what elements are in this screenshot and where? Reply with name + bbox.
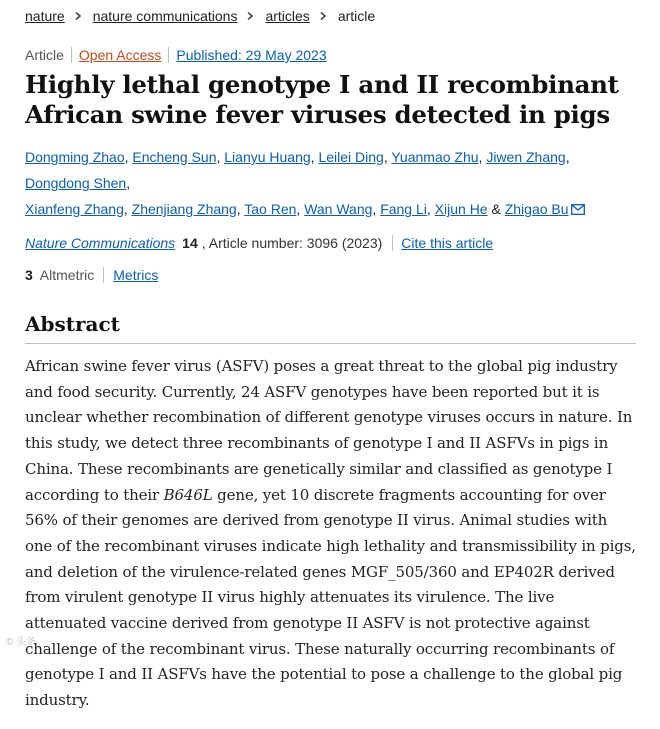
journal-info xyxy=(25,232,636,254)
altmetric-row xyxy=(25,264,636,286)
divider xyxy=(71,47,72,63)
divider xyxy=(392,235,393,251)
breadcrumb-current: article xyxy=(337,8,376,24)
author-link[interactable]: Leilei Ding xyxy=(318,149,384,165)
author-link[interactable]: Lianyu Huang xyxy=(224,149,311,165)
author-link[interactable]: Dongdong Shen xyxy=(25,175,127,191)
cite-article-link[interactable]: Cite this article xyxy=(401,235,494,251)
author-link[interactable]: Xijun He xyxy=(434,201,488,217)
article-type: Article xyxy=(25,47,64,63)
chevron-right-icon xyxy=(74,12,82,20)
open-access-link[interactable]: Open Access xyxy=(78,47,162,63)
author-link[interactable]: Zhenjiang Zhang xyxy=(131,201,237,217)
author-list: Dongming Zhao, Encheng Sun, Lianyu Huang, Leilei Ding, Yuanmao Zhu, Jiwen Zhang, Dongdong Shen, Xianfeng Zhang, Zhenjiang Zhang, Tao Ren, Wan Wang, Fang Li, Xijun He & Zhigao Bu xyxy=(25,144,636,222)
author-link[interactable]: Yuanmao Zhu xyxy=(391,149,479,165)
article-title: Highly lethal genotype I and II recombinant African swine fever viruses detected in pigs xyxy=(25,70,619,129)
journal-link[interactable]: Nature Communications xyxy=(25,235,176,251)
author-link[interactable]: Dongming Zhao xyxy=(25,149,125,165)
abstract-text-part: gene, yet 10 discrete fragments accounting for over 56% of their genomes are derived from genotype II virus. Animal studies with one of the recombinant viruses indicate high lethality and transmissibility in pigs, and deletion of the virulence-related genes MGF_505/360 and EP402R derived from virulent genotype II virus highly attenuates its virulence. The live attenuated vaccine derived from genotype II ASFV is not protective against challenge of the recombinant virus. These naturally occurring recombinants of genotype I and II ASFVs have the potential to pose a challenge to the global pig industry. xyxy=(25,485,636,710)
metrics-link[interactable]: Metrics xyxy=(113,267,159,283)
altmetric-count: 3 xyxy=(25,267,33,283)
article-number: , Article number: 3096 (2023) xyxy=(201,235,383,251)
journal-volume: 14 xyxy=(182,235,198,251)
author-link-corresponding[interactable]: Zhigao Bu xyxy=(504,201,569,217)
altmetric-label: Altmetric xyxy=(39,267,95,283)
chevron-right-icon xyxy=(246,12,254,20)
article-page xyxy=(25,0,636,729)
abstract-heading: Abstract xyxy=(25,312,636,344)
author-conjunction: & xyxy=(491,201,501,217)
breadcrumb-link-nature[interactable]: nature xyxy=(25,8,65,24)
abstract-text-part: African swine fever virus (ASFV) poses a great threat to the global pig industry and food security. Currently, 24 ASFV genotypes have been reported but it is unclear whether recombination of different genotype viruses occurs in nature. In this study, we detect three recombinants of genotype I and II ASFVs in pigs in China. These recombinants are genetically similar and classified as genotype I according to their xyxy=(25,357,633,504)
mail-icon[interactable] xyxy=(571,204,585,215)
gene-name: B646L xyxy=(163,485,213,504)
watermark: © 头条 xyxy=(6,637,37,648)
divider xyxy=(168,47,169,63)
chevron-right-icon xyxy=(319,12,327,20)
breadcrumb xyxy=(25,0,636,32)
published-date-link[interactable]: Published: 29 May 2023 xyxy=(176,47,327,63)
breadcrumb-link-nature-communications[interactable]: nature communications xyxy=(92,8,238,24)
breadcrumb-link-articles[interactable]: articles xyxy=(265,8,310,24)
article-meta xyxy=(25,44,636,66)
divider xyxy=(103,267,104,283)
author-link[interactable]: Fang Li xyxy=(380,201,427,217)
author-link[interactable]: Jiwen Zhang xyxy=(486,149,566,165)
author-link[interactable]: Encheng Sun xyxy=(132,149,217,165)
author-link[interactable]: Tao Ren xyxy=(244,201,297,217)
abstract-text xyxy=(25,354,636,714)
author-link[interactable]: Wan Wang xyxy=(304,201,373,217)
author-link[interactable]: Xianfeng Zhang xyxy=(25,201,124,217)
